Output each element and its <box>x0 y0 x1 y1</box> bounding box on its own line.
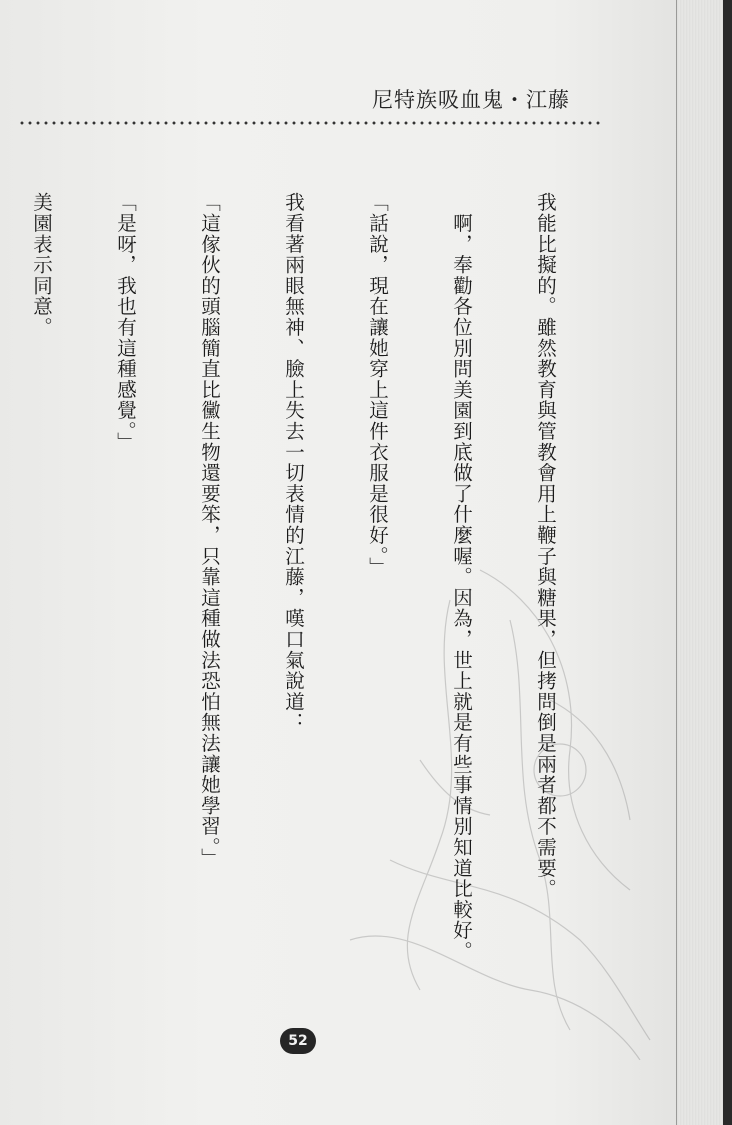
page-number: 52 <box>280 1028 316 1054</box>
text-line: 我能比擬的。雖然教育與管教會用上鞭子與糖果，但拷問倒是兩者都不需要。 <box>534 192 557 900</box>
running-header-title: 尼特族吸血鬼・江藤 <box>372 88 570 112</box>
text-line: 「話說，現在讓她穿上這件衣服是很好。」 <box>366 192 389 578</box>
text-line: 美園表示同意。 <box>30 192 53 338</box>
dotted-header-rule <box>18 120 602 126</box>
text-line: 啊，奉勸各位別問美園到底做了什麼喔。因為，世上就是有些事情別知道比較好。 <box>450 192 473 962</box>
text-line: 我看著兩眼無神、臉上失去一切表情的江藤，嘆口氣說道： <box>282 192 305 733</box>
text-line: 「這傢伙的頭腦簡直比黴生物還要笨，只靠這種做法恐怕無法讓她學習。」 <box>198 192 221 869</box>
vertical-body-text <box>30 192 615 1032</box>
page-edges <box>676 0 732 1125</box>
text-line: 「是呀，我也有這種感覺。」 <box>114 192 137 453</box>
